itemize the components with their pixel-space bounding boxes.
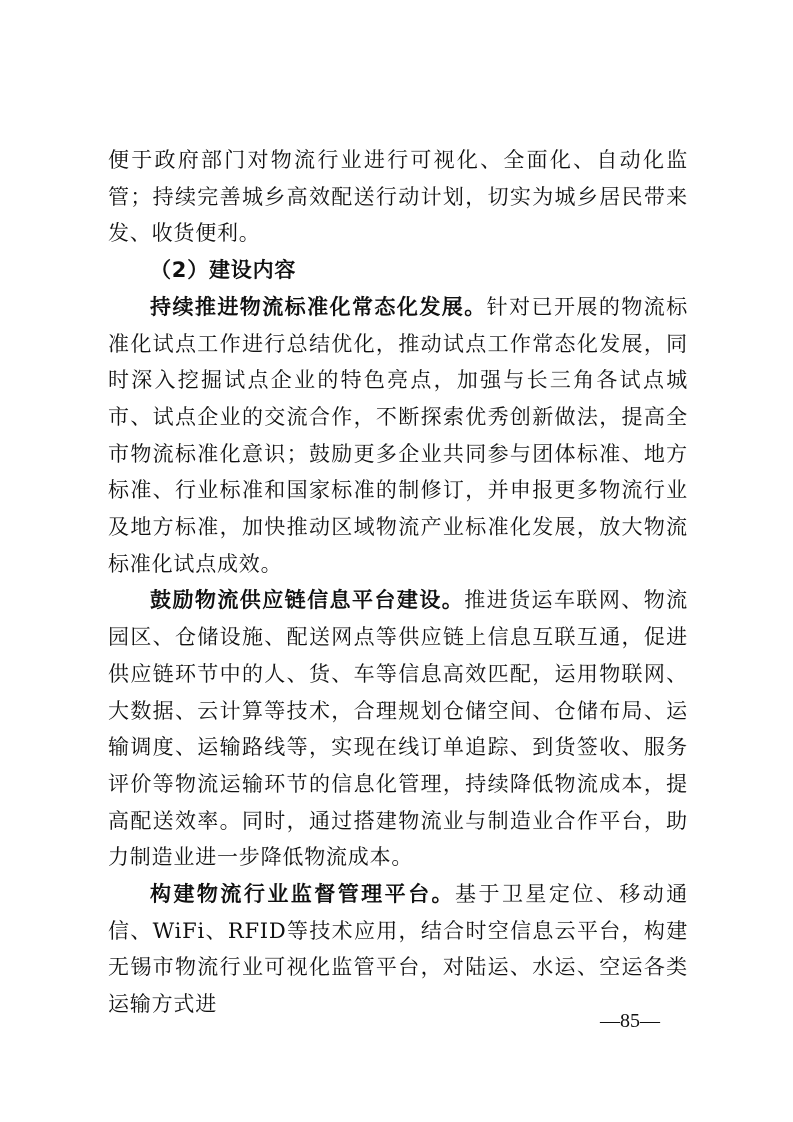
section-heading-text: （2）建设内容 <box>150 258 297 283</box>
paragraph-text: 便于政府部门对物流行业进行可视化、全面化、自动化监管；持续完善城乡高效配送行动计划，切实为城乡居民带来发、收货便利。 <box>108 148 688 246</box>
body-text <box>108 142 688 1023</box>
paragraph-text: 基于卫星定位、移动通信、WiFi、RFID等技术应用，结合时空信息云平台，构建无锡市物流行业可视化监管平台，对陆运、水运、空运各类运输方式进 <box>108 882 689 1017</box>
section-heading <box>108 252 688 289</box>
paragraph-lead: 鼓励物流供应链信息平台建设。 <box>150 588 465 613</box>
paragraph-text: 针对已开展的物流标准化试点工作进行总结优化，推动试点工作常态化发展，同时深入挖掘试点企业的特色亮点，加强与长三角各试点城市、试点企业的交流合作，不断探索优秀创新做法，提高全市物流标准化意识；鼓励更多企业共同参与团体标准、地方标准、行业标准和国家标准的制修订，并申报更多物流行业及地方标准，加快推动区域物流产业标准化发展，放大物流标准化试点成效。 <box>108 294 689 576</box>
paragraph-lead: 构建物流行业监督管理平台。 <box>150 882 456 907</box>
paragraph-standardization <box>108 289 688 583</box>
page-number: —85— <box>600 1010 660 1032</box>
paragraph-lead: 持续推进物流标准化常态化发展。 <box>150 294 487 319</box>
paragraph-continuation <box>108 142 688 252</box>
paragraph-supply-chain <box>108 582 688 876</box>
paragraph-text: 推进货运车联网、物流园区、仓储设施、配送网点等供应链上信息互联互通，促进供应链环节中的人、货、车等信息高效匹配，运用物联网、大数据、云计算等技术，合理规划仓储空间、仓储布局、运输调度、运输路线等，实现在线订单追踪、到货签收、服务评价等物流运输环节的信息化管理，持续降低物流成本，提高配送效率。同时，通过搭建物流业与制造业合作平台，助力制造业进一步降低物流成本。 <box>108 588 689 870</box>
paragraph-supervision <box>108 876 688 1023</box>
